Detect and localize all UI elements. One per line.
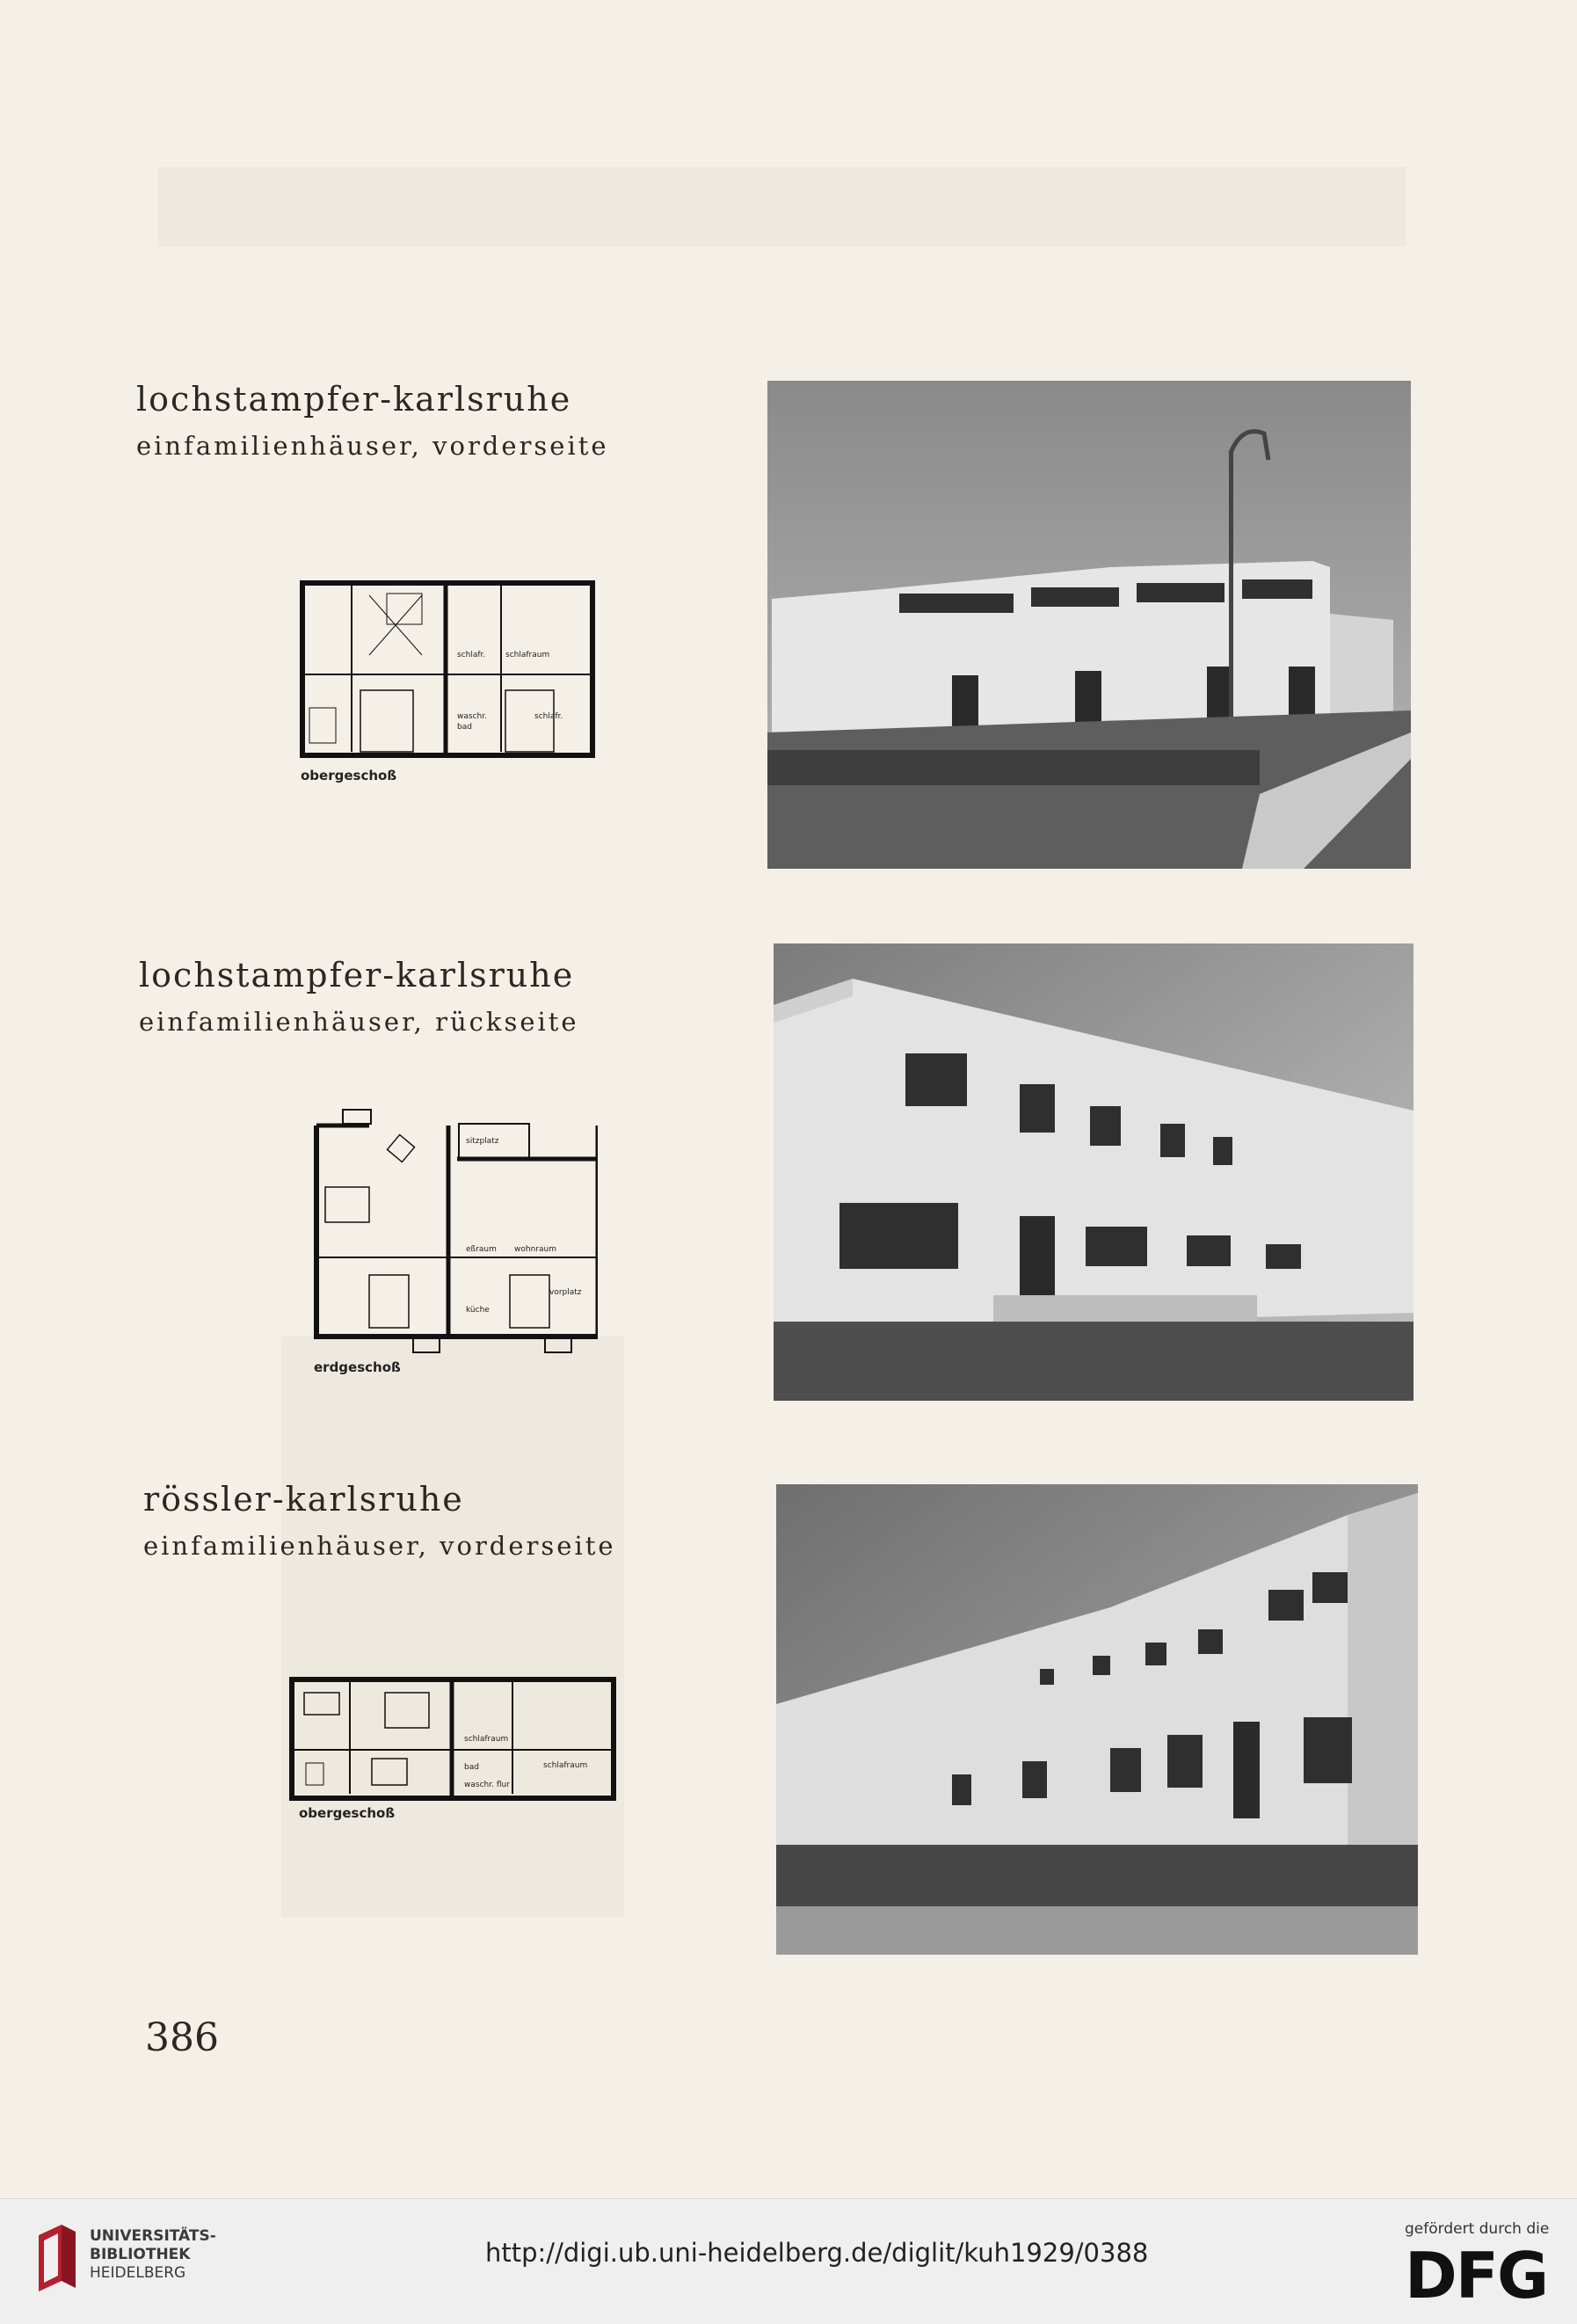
floor-plan-2-label: erdgeschoß xyxy=(314,1359,401,1375)
section-1-title: lochstampfer-karlsruhe xyxy=(136,380,572,419)
svg-text:waschr.: waschr. xyxy=(457,712,487,721)
section-3-subtitle: einfamilienhäuser, vorderseite xyxy=(143,1531,616,1561)
svg-text:sitzplatz: sitzplatz xyxy=(466,1137,499,1146)
section-3-title: rössler-karlsruhe xyxy=(143,1480,464,1519)
dfg-logo-icon[interactable]: DFG xyxy=(1405,2239,1548,2313)
svg-text:bad: bad xyxy=(457,723,472,732)
section-2-title: lochstampfer-karlsruhe xyxy=(139,956,575,994)
svg-text:schlafr.: schlafr. xyxy=(457,651,486,659)
library-line-3: HEIDELBERG xyxy=(90,2264,186,2282)
permalink-url[interactable]: http://digi.ub.uni-heidelberg.de/diglit/kuh1929/0388 xyxy=(485,2238,1149,2268)
floor-plan-1-label: obergeschoß xyxy=(301,768,397,783)
photo-3 xyxy=(776,1484,1418,1955)
floor-plan-3-label: obergeschoß xyxy=(299,1805,396,1821)
svg-text:küche: küche xyxy=(466,1306,490,1315)
bleed-through-block xyxy=(281,1337,624,1917)
floor-plan-3 xyxy=(288,1671,619,1803)
svg-text:wohnraum: wohnraum xyxy=(514,1245,556,1254)
university-library-logo-icon[interactable] xyxy=(35,2223,79,2293)
section-2-subtitle: einfamilienhäuser, rückseite xyxy=(139,1007,579,1037)
floor-plan-1 xyxy=(299,576,598,762)
svg-text:schlafr.: schlafr. xyxy=(534,712,563,721)
svg-text:schlafraum: schlafraum xyxy=(505,651,550,659)
svg-text:waschr. flur: waschr. flur xyxy=(464,1781,510,1789)
funding-label: gefördert durch die xyxy=(1405,2220,1550,2238)
photo-2 xyxy=(774,943,1413,1401)
svg-text:eßraum: eßraum xyxy=(466,1245,497,1254)
photo-1 xyxy=(767,381,1411,869)
floor-plan-2 xyxy=(299,1108,598,1354)
library-line-1: UNIVERSITÄTS- xyxy=(90,2227,216,2245)
university-library-name xyxy=(90,2227,216,2283)
bleed-through-block xyxy=(158,167,1406,246)
section-1-subtitle: einfamilienhäuser, vorderseite xyxy=(136,431,609,461)
svg-text:vorplatz: vorplatz xyxy=(549,1288,582,1297)
svg-text:schlafraum: schlafraum xyxy=(543,1761,588,1770)
svg-text:schlafraum: schlafraum xyxy=(464,1735,509,1744)
library-line-2: BIBLIOTHEK xyxy=(90,2246,191,2263)
svg-text:bad: bad xyxy=(464,1763,479,1772)
page-number: 386 xyxy=(145,2015,219,2060)
